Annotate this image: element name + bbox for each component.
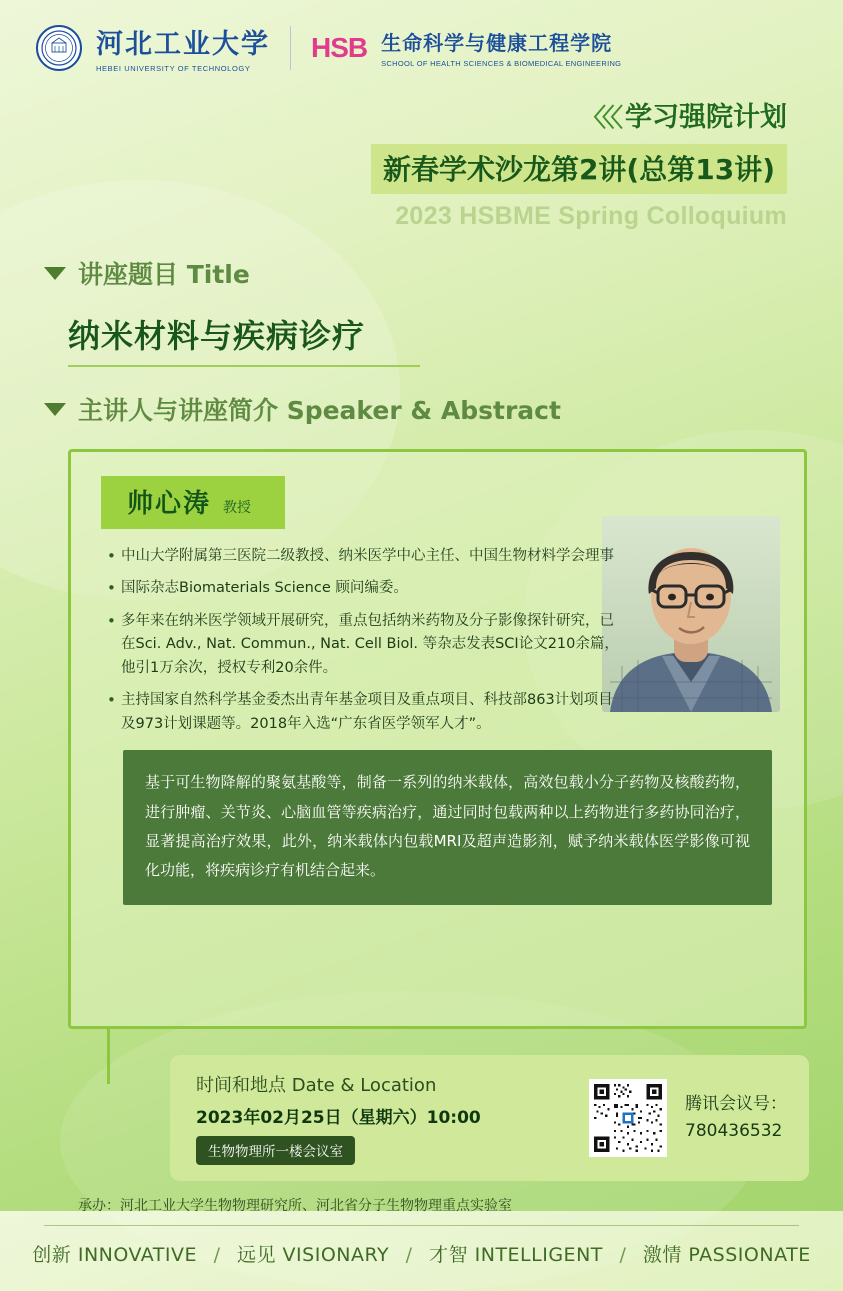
footer-slogan [0,1240,843,1267]
slogan-separator: / [405,1244,413,1266]
university-name-block [96,22,270,73]
poster-header [0,0,843,79]
university-seal-icon [36,25,82,71]
school-name-cn: 生命科学与健康工程学院 [381,31,613,55]
speaker-card [68,449,807,1029]
speaker-name-band [101,476,285,529]
list-item: • 中山大学附属第三医院二级教授、纳米医学中心主任、中国生物材料学会理事 [107,545,627,568]
list-item: • 国际杂志Biomaterials Science 顾问编委。 [107,577,627,600]
speaker-title: 教授 [223,500,252,516]
hsb-logo-icon: HSB [311,31,368,63]
program-label: 学习强院计划 [625,102,787,133]
slogan-innovative: 创新 INNOVATIVE [32,1244,198,1266]
room-badge: 生物物理所一楼会议室 [196,1136,355,1165]
section-speaker-header [44,391,843,427]
speaker-bio-list [107,545,627,736]
qr-code-icon [589,1079,667,1157]
list-item: • 多年来在纳米医学领域开展研究，重点包括纳米药物及分子影像探针研究，已在Sci. Adv., Nat. Commun., Nat. Cell Biol. 等杂志发表SCI论文210余篇，他引1万余次，授权专利20余件。 [107,610,627,680]
university-name-en: HEBEI UNIVERSITY OF TECHNOLOGY [96,64,251,73]
slogan-passionate: 激情 PASSIONATE [642,1244,811,1266]
header-divider [290,26,291,70]
lecture-abstract: 基于可生物降解的聚氨基酸等，制备一系列的纳米载体，高效包载小分子药物及核酸药物，进行肿瘤、关节炎、心脑血管等疾病治疗，通过同时包载两种以上药物进行多药协同治疗，显著提高治疗效果，此外，纳米载体内包载MRI及超声造影剂，赋予纳米载体医学影像可视化功能，将疾病诊疗有机结合起来。 [123,750,772,905]
meeting-label: 腾讯会议号： [685,1093,787,1114]
speaker-name: 帅心涛 [127,489,212,519]
meeting-id: 780436532 [685,1121,783,1141]
section-topic-label: 讲座题目 Title [78,260,250,289]
lecture-topic: 纳米材料与疾病诊疗 [68,317,366,355]
triangle-down-icon [44,267,66,280]
topic-underline [68,365,420,367]
slogan-visionary: 远见 VISIONARY [237,1244,390,1266]
section-speaker-label: 主讲人与讲座简介 Speaker & Abstract [78,396,561,425]
host-line: 承办：河北工业大学生物物理研究所、河北省分子生物物理重点实验室 [78,1198,512,1214]
lecture-number-badge: 新春学术沙龙第2讲(总第13讲) [371,144,787,194]
date-location-bar [170,1055,809,1181]
date-location-value: 2023年02月25日（星期六）10:00 [196,1108,481,1128]
title-block [0,95,843,231]
date-location-label: 时间和地点 Date & Location [196,1075,437,1096]
school-name-block [381,27,621,68]
university-name-cn: 河北工业大学 [96,29,270,60]
colloquium-en: 2023 HSBME Spring Colloquium [395,202,787,230]
section-topic-header [44,255,843,291]
program-line [0,95,787,134]
list-item: • 主持国家自然科学基金委杰出青年基金项目及重点项目、科技部863计划项目及973计划课题等。2018年入选“广东省医学领军人才”。 [107,689,627,736]
speaker-portrait [602,516,780,712]
chevrons-icon: 〈〈〈 [580,103,619,132]
meeting-info [685,1091,787,1145]
date-location-text [196,1071,571,1165]
triangle-down-icon [44,403,66,416]
slogan-intelligent: 才智 INTELLIGENT [429,1244,603,1266]
slogan-separator: / [619,1244,627,1266]
school-name-en: SCHOOL OF HEALTH SCIENCES & BIOMEDICAL ENGINEERING [381,59,622,68]
slogan-separator: / [213,1244,221,1266]
footer-divider [44,1225,799,1226]
